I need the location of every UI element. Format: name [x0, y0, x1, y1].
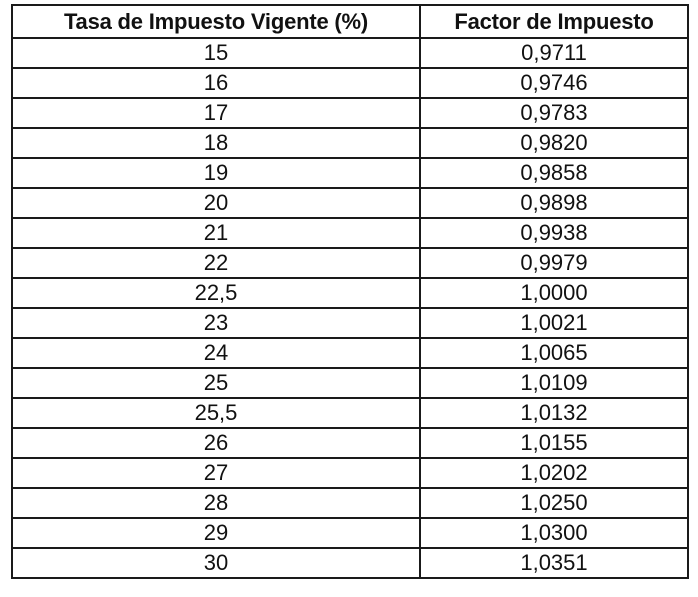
table-body [12, 38, 688, 578]
tax-factor-cell: 1,0351 [420, 548, 688, 578]
tax-rate-cell: 16 [12, 68, 420, 98]
table-row [12, 548, 688, 578]
tax-rate-cell: 23 [12, 308, 420, 338]
tax-rate-cell: 18 [12, 128, 420, 158]
tax-factor-cell: 0,9979 [420, 248, 688, 278]
tax-rate-cell: 27 [12, 458, 420, 488]
tax-factor-cell: 1,0132 [420, 398, 688, 428]
tax-rate-cell: 21 [12, 218, 420, 248]
tax-factor-cell: 1,0065 [420, 338, 688, 368]
table-row [12, 128, 688, 158]
tax-factor-cell: 0,9711 [420, 38, 688, 68]
tax-rate-cell: 28 [12, 488, 420, 518]
tax-rate-cell: 22,5 [12, 278, 420, 308]
tax-factor-cell: 0,9858 [420, 158, 688, 188]
table-row [12, 338, 688, 368]
tax-rate-cell: 20 [12, 188, 420, 218]
tax-rate-cell: 24 [12, 338, 420, 368]
header-tax-factor: Factor de Impuesto [420, 5, 688, 38]
table-header-row [12, 5, 688, 38]
header-tax-rate: Tasa de Impuesto Vigente (%) [12, 5, 420, 38]
tax-factor-cell: 1,0000 [420, 278, 688, 308]
tax-factor-cell: 0,9820 [420, 128, 688, 158]
tax-rate-cell: 25 [12, 368, 420, 398]
tax-factor-cell: 0,9938 [420, 218, 688, 248]
tax-factor-cell: 1,0021 [420, 308, 688, 338]
table-row [12, 248, 688, 278]
tax-rate-cell: 15 [12, 38, 420, 68]
tax-rate-cell: 25,5 [12, 398, 420, 428]
table-row [12, 38, 688, 68]
tax-rate-cell: 26 [12, 428, 420, 458]
tax-factor-cell: 0,9898 [420, 188, 688, 218]
table-row [12, 68, 688, 98]
tax-rate-cell: 17 [12, 98, 420, 128]
table-row [12, 218, 688, 248]
table-row [12, 368, 688, 398]
table-row [12, 188, 688, 218]
tax-factor-cell: 1,0250 [420, 488, 688, 518]
table-row [12, 278, 688, 308]
table-row [12, 398, 688, 428]
tax-factor-cell: 0,9746 [420, 68, 688, 98]
tax-rate-cell: 19 [12, 158, 420, 188]
table-row [12, 518, 688, 548]
table-row [12, 158, 688, 188]
tax-rate-cell: 30 [12, 548, 420, 578]
tax-rate-cell: 22 [12, 248, 420, 278]
tax-factor-cell: 1,0300 [420, 518, 688, 548]
table-row [12, 458, 688, 488]
table-row [12, 98, 688, 128]
tax-factor-table [11, 4, 689, 579]
tax-factor-cell: 0,9783 [420, 98, 688, 128]
tax-factor-cell: 1,0202 [420, 458, 688, 488]
table-row [12, 488, 688, 518]
table-row [12, 428, 688, 458]
tax-rate-cell: 29 [12, 518, 420, 548]
table-row [12, 308, 688, 338]
tax-factor-cell: 1,0109 [420, 368, 688, 398]
tax-factor-cell: 1,0155 [420, 428, 688, 458]
